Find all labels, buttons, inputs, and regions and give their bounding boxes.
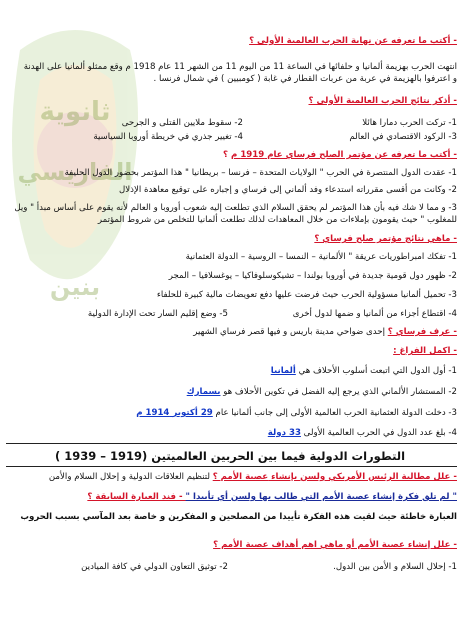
q1-answer-line2: و اعترفوا بالهزيمة في عربة من عربات القطار في غابة ( كومبيين ) في شمال فرنسا . <box>153 74 457 84</box>
fill-line-2 <box>187 387 457 398</box>
q3-line-3: 3- و مما لا شك فيه بأن هذا المؤتمر لم يحقق السلام الذي تطلعت إليه شعوب أوروبا و العالم لأنه يقوم على أساس مبدأ " ويل <box>14 203 457 213</box>
q6-question-underlined: عصبة الأمم ؟ <box>212 472 269 482</box>
q7-statement: " لم تلق فكرة إنشاء عصبة الأمم التي طالب بها ولسن أي تأييدا " <box>185 492 457 502</box>
q1-question: - أكتب ما تعرفه عن نهاية الحرب العالمية الأولى ؟ <box>249 36 457 46</box>
q3-question-post: ؟ <box>223 150 232 160</box>
watermark-text-2: الفاريسي <box>17 158 133 186</box>
q8-question: - علل إنشاء عصبة الأمم أو ماهي اهم أهداف عصبة الأمم ؟ <box>213 540 457 550</box>
fill-line-1 <box>271 366 457 377</box>
q8-answer-2: 2- توثيق التعاون الدولي في كافة الميادين <box>81 562 228 572</box>
fill-line-4-text: 4- بلغ عدد الدول في الحرب العالمية الأولى <box>300 428 457 438</box>
fill-line-4-answer: 33 دولة <box>267 428 301 438</box>
q3-question-year: 1919 م <box>231 150 265 160</box>
fill-line-2-text: 2- المستشار الألماني الذي يرجع إليه الفضل في تكوين الأحلاف هو <box>220 387 457 397</box>
fill-line-3-answer-date: 29 أكتوبر <box>172 408 213 418</box>
q5-label: - عرف فرساي ؟ <box>387 327 457 337</box>
section-divider-bottom <box>6 466 457 467</box>
fill-line-4 <box>268 428 457 439</box>
fill-line-3-text: 3- دخلت الدولة العثمانية الحرب العالمية الأولى إلى جانب ألمانيا عام <box>212 408 457 418</box>
q2-item-1: 1- تركت الحرب دمارا هائلا <box>362 118 457 128</box>
q2-item-3: 3- الركود الاقتصادي في العالم <box>349 132 457 142</box>
q4-question: - ماهي نتائج مؤتمر صلح فرساي ؟ <box>314 234 457 244</box>
q7-prompt: - فند العبارة السابقة ؟ <box>87 492 186 502</box>
fill-line-1-answer: ألمانيا <box>270 366 296 376</box>
q3-question-pre: - أكتب ما تعرفه عن مؤتمر الصلح فرساي عام <box>264 150 457 160</box>
q8-answer-1: 1- إحلال السلام و الأمن بين الدول. <box>333 562 457 572</box>
q4-line-3: 3- تحميل ألمانيا مسؤولية الحرب حيث فرضت عليها دفع تعويضات مالية كبيرة للحلفاء <box>156 290 457 300</box>
fill-heading: - اكمل الفراغ : <box>393 346 457 356</box>
section-divider-top <box>6 443 457 444</box>
q4-line-5: 5- وضع إقليم السار تحت الإدارة الدولية <box>87 309 228 319</box>
q2-item-4: 4- تغيير جذري في خريطة أوروبا السياسية <box>93 132 243 142</box>
q3-line-4: للمغلوب " حيث يقومون بإملاءات من خلال المعاهدات لذلك تطلعت ألمانيا للتخلص من شروط المؤتمر <box>97 215 457 225</box>
watermark-text-1: ثانوية <box>39 97 111 127</box>
q7-answer: العبارة خاطئة حيث لقيت هذه الفكرة تأييدا من المصلحين و المفكرين و خاصة بعد المآسي بسبب الحروب <box>20 512 457 522</box>
q4-line-4: 4- اقتطاع أجزاء من ألمانيا و ضمها لدول أخرى <box>292 309 457 319</box>
q4-line-2: 2- ظهور دول قومية جديدة في أوروبا بولندا – تشيكوسلوفاكيا – يوغسلافيا – المجر <box>168 271 457 281</box>
q1-answer-line1: انتهت الحرب بهزيمة ألمانيا و حلفائها في الساعة 11 من اليوم 11 من الشهر 11 عام 1918 م وقع ممثلو ألمانيا على الهدنة <box>23 62 457 72</box>
q6-question-pre: - علل مطالبة الرئيس الأمريكي ولسن بإنشاء <box>268 472 457 482</box>
q6-item <box>49 472 457 483</box>
q2-item-2: 2- سقوط ملايين القتلى و الجرحى <box>121 118 243 128</box>
q3-line-2: 2- وكانت من أقسى مقرراته استدعاء وفد ألماني إلى فرساي و إجباره على توقيع معاهدة الإذلال <box>118 185 457 195</box>
q5-definition <box>193 327 457 338</box>
fill-line-2-answer: بسمارك <box>186 387 221 397</box>
q2-question: - أذكر نتائج الحرب العالمية الأولى ؟ <box>308 96 457 106</box>
fill-line-1-text: 1- أول الدول التي اتبعت أسلوب الأحلاف هي <box>295 366 457 376</box>
q3-line-1: 1- عقدت الدول المنتصرة في الحرب " الولايات المتحدة – فرنسا – بريطانيا " هذا المؤتمر بحضور الدول الحليفة <box>64 168 457 178</box>
q4-line-1: 1- تفكك امبراطوريات عريقة " الألمانية – النمسا – الروسية – الدولة العثمانية <box>185 252 457 262</box>
watermark-text-3: بنين <box>49 273 101 301</box>
q6-answer: لتنظيم العلاقات الدولية و إحلال السلام والأمن <box>48 472 213 482</box>
q5-answer: إحدى ضواحي مدينة باريس و فيها قصر فرساي الشهير <box>193 327 388 337</box>
q7-question <box>87 492 457 503</box>
section-title: التطورات الدولية فيما بين الحربين العالميتين (1919 – 1939 ) <box>54 449 406 463</box>
q3-question <box>223 150 457 161</box>
fill-line-3-answer-year: 1914 م <box>136 408 173 418</box>
fill-line-3 <box>136 408 457 419</box>
